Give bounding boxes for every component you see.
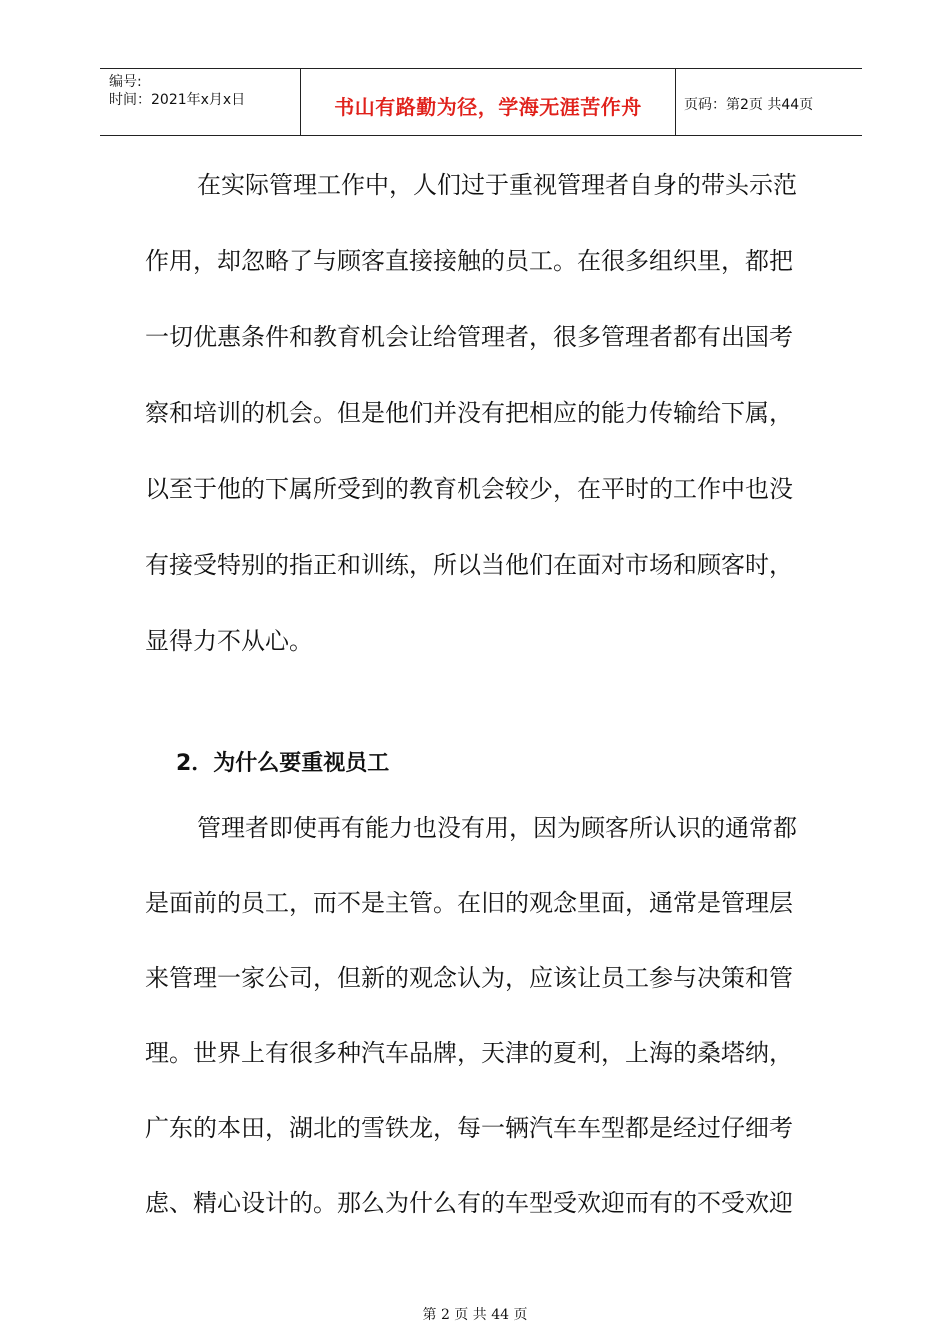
paragraph-line: 有接受特别的指正和训练，所以当他们在面对市场和顾客时， (145, 551, 793, 579)
paragraph-line: 作用，却忽略了与顾客直接接触的员工。在很多组织里，都把 (145, 247, 793, 275)
paragraph-line: 管理者即使再有能力也没有用，因为顾客所认识的通常都 (197, 814, 797, 842)
paragraph-line: 广东的本田，湖北的雪铁龙，每一辆汽车车型都是经过仔细考 (145, 1114, 793, 1142)
page-footer: 第 2 页 共 44 页 (422, 1307, 528, 1323)
paragraph-line: 一切优惠条件和教育机会让给管理者，很多管理者都有出国考 (145, 323, 793, 351)
header-page-info: 页码：第2页 共44页 (684, 97, 814, 113)
document-number-label: 编号: (109, 74, 142, 90)
paragraph-line: 察和培训的机会。但是他们并没有把相应的能力传输给下属， (145, 399, 793, 427)
paragraph-line: 来管理一家公司，但新的观念认为，应该让员工参与决策和管 (145, 964, 793, 992)
section-heading: 2．为什么要重视员工 (176, 751, 390, 776)
document-header (100, 68, 862, 136)
document-time-label: 时间：2021年x月x日 (109, 92, 246, 108)
paragraph-line: 虑、精心设计的。那么为什么有的车型受欢迎而有的不受欢迎 (145, 1189, 793, 1217)
paragraph-line: 显得力不从心。 (145, 627, 313, 655)
paragraph-line: 是面前的员工，而不是主管。在旧的观念里面，通常是管理层 (145, 889, 793, 917)
header-meta-cell (100, 69, 300, 135)
paragraph-line: 理。世界上有很多种汽车品牌，天津的夏利，上海的桑塔纳， (145, 1039, 793, 1067)
header-motto-cell (300, 69, 676, 135)
header-page-cell (676, 69, 862, 135)
paragraph-line: 在实际管理工作中，人们过于重视管理者自身的带头示范 (197, 171, 797, 199)
paragraph-line: 以至于他的下属所受到的教育机会较少，在平时的工作中也没 (145, 475, 793, 503)
header-motto: 书山有路勤为径，学海无涯苦作舟 (334, 95, 642, 119)
